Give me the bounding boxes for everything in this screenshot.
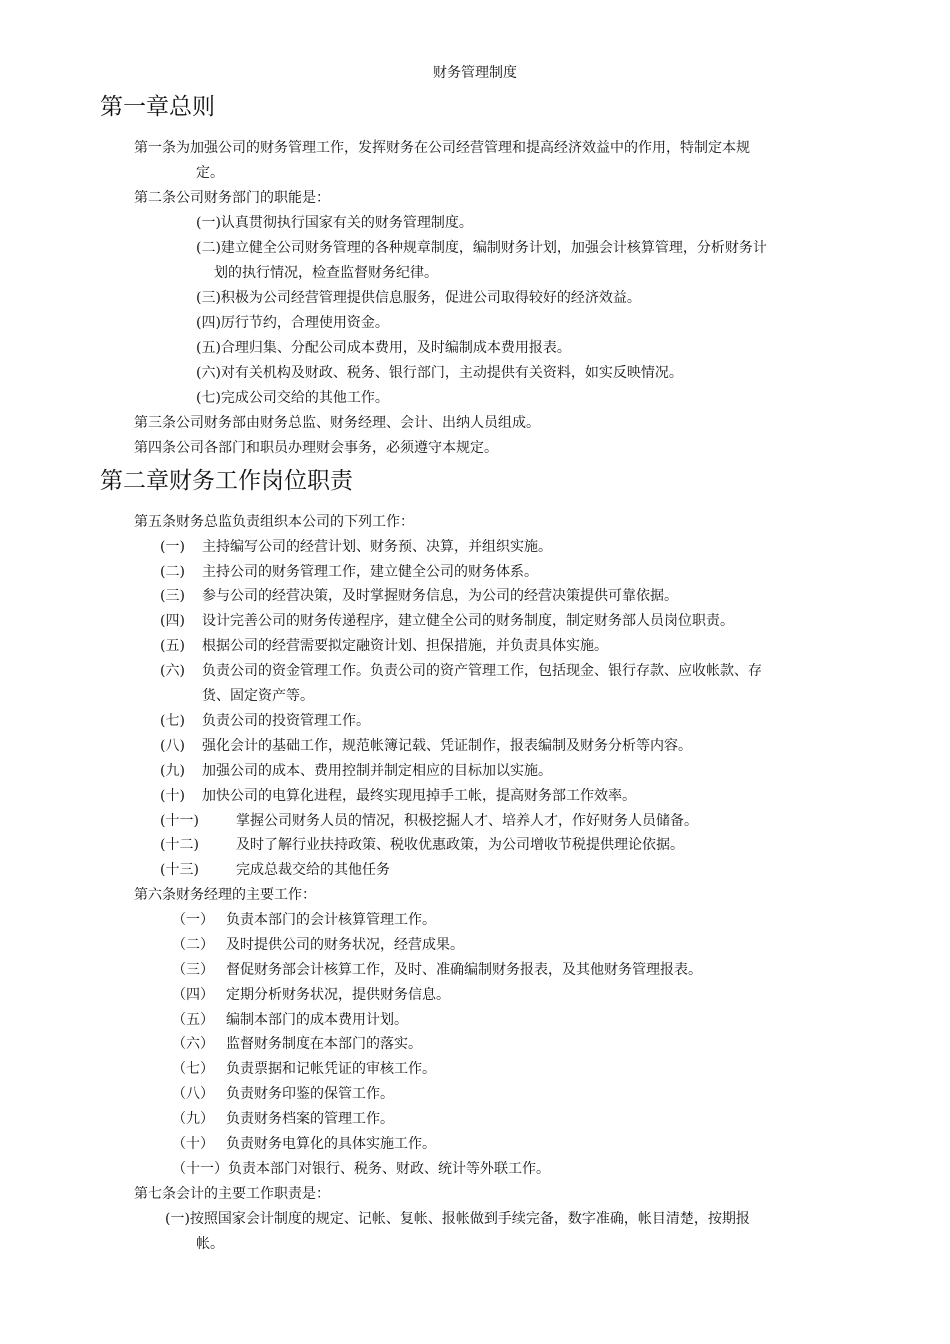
item-text: 定期分析财务状况，提供财务信息。: [226, 987, 450, 1003]
item-number: (十三): [160, 862, 199, 878]
article-6-item: [172, 1158, 550, 1178]
article-2-item: (五)合理归集、分配公司成本费用，及时编制成本费用报表。: [196, 340, 571, 356]
item-text: 及时提供公司的财务状况，经营成果。: [226, 937, 464, 953]
item-number: （七）: [172, 1061, 214, 1077]
article-5-item: [160, 635, 608, 655]
article-6-item: [172, 1058, 436, 1078]
item-text: 参与公司的经营决策，及时掌握财务信息，为公司的经营决策提供可靠依据。: [202, 588, 678, 604]
article-6-heading: 第六条财务经理的主要工作：: [134, 887, 316, 903]
item-text: 加强公司的成本、费用控制并制定相应的目标加以实施。: [202, 763, 552, 779]
article-6-item: [172, 934, 464, 954]
item-text: 负责财务电算化的具体实施工作。: [226, 1136, 436, 1152]
item-text: 监督财务制度在本部门的落实。: [226, 1036, 422, 1052]
article-3: 第三条公司财务部由财务总监、财务经理、会计、出纳人员组成。: [134, 415, 540, 431]
item-text: 负责财务档案的管理工作。: [226, 1111, 394, 1127]
item-number: （六）: [172, 1036, 214, 1052]
item-text: 主持编写公司的经营计划、财务预、决算，并组织实施。: [202, 539, 552, 555]
article-2-item: (三)积极为公司经营管理提供信息服务，促进公司取得较好的经济效益。: [196, 290, 641, 306]
item-number: (七): [160, 713, 185, 729]
article-1-line-1: 第一条为加强公司的财务管理工作，发挥财务在公司经营管理和提高经济效益中的作用，特制定本规: [134, 140, 750, 156]
chapter-1-heading: 第一章总则: [100, 94, 215, 120]
item-text: 负责票据和记帐凭证的审核工作。: [226, 1061, 436, 1077]
article-2-heading: 第二条公司财务部门的职能是：: [134, 190, 330, 206]
item-number: （四）: [172, 987, 214, 1003]
article-2-item: (二)建立健全公司财务管理的各种规章制度，编制财务计划，加强会计核算管理，分析财务计: [196, 240, 767, 256]
article-7-heading: 第七条会计的主要工作职责是：: [134, 1186, 330, 1202]
article-6-item: [172, 1033, 422, 1053]
item-text: 主持公司的财务管理工作，建立健全公司的财务体系。: [202, 564, 538, 580]
article-1-line-2: 定。: [196, 165, 224, 181]
item-text: 加快公司的电算化进程，最终实现甩掉手工帐，提高财务部工作效率。: [202, 788, 636, 804]
item-text: 设计完善公司的财务传递程序，建立健全公司的财务制度，制定财务部人员岗位职责。: [202, 613, 734, 629]
item-text: 及时了解行业扶持政策、税收优惠政策，为公司增收节税提供理论依据。: [236, 837, 684, 853]
article-6-item: [172, 1133, 436, 1153]
article-2-item: (七)完成公司交给的其他工作。: [196, 390, 389, 406]
article-5-heading: 第五条财务总监负责组织本公司的下列工作：: [134, 514, 414, 530]
article-5-item: [160, 760, 552, 780]
item-text: 掌握公司财务人员的情况，积极挖掘人才、培养人才，作好财务人员储备。: [236, 813, 698, 829]
item-text: 负责本部门对银行、税务、财政、统计等外联工作。: [228, 1161, 550, 1177]
item-number: (六): [160, 663, 185, 679]
item-number: (八): [160, 738, 185, 754]
article-5-item-continuation: [160, 685, 314, 705]
chapter-2-heading: 第二章财务工作岗位职责: [100, 468, 353, 494]
article-6-item: [172, 1009, 408, 1029]
article-5-item: [160, 660, 762, 680]
article-2-item: (一)认真贯彻执行国家有关的财务管理制度。: [196, 215, 473, 231]
article-7-item: (一)按照国家会计制度的规定、记帐、复帐、报帐做到手续完备，数字准确，帐目清楚，按期报: [165, 1211, 750, 1227]
item-text: 强化会计的基础工作，规范帐簿记载、凭证制作，报表编制及财务分析等内容。: [202, 738, 692, 754]
item-number: （十）: [172, 1136, 214, 1152]
item-number: (五): [160, 638, 185, 654]
article-2-item-continuation: 划的执行情况，检查监督财务纪律。: [214, 265, 438, 281]
item-number: （一）: [172, 912, 214, 928]
item-text: 根据公司的经营需要拟定融资计划、担保措施，并负责具体实施。: [202, 638, 608, 654]
article-5-item: [160, 561, 538, 581]
item-number: （十一）: [172, 1161, 228, 1177]
document-title: 财务管理制度: [433, 65, 517, 81]
item-number: （二）: [172, 937, 214, 953]
article-6-item: [172, 1083, 394, 1103]
article-6-item: [172, 909, 436, 929]
item-number: (九): [160, 763, 185, 779]
article-5-item: [160, 785, 636, 805]
article-5-item: [160, 610, 734, 630]
article-2-item: (四)厉行节约，合理使用资金。: [196, 315, 389, 331]
article-5-item: [160, 710, 370, 730]
article-7-item-continuation: 帐。: [196, 1236, 224, 1252]
item-number: (一): [160, 539, 185, 555]
item-number: （五）: [172, 1012, 214, 1028]
item-number: (四): [160, 613, 185, 629]
item-text: 负责公司的投资管理工作。: [202, 713, 370, 729]
article-2-item: (六)对有关机构及财政、税务、银行部门，主动提供有关资料，如实反映情况。: [196, 365, 683, 381]
article-6-item: [172, 1108, 394, 1128]
item-text: 负责公司的资金管理工作。负责公司的资产管理工作，包括现金、银行存款、应收帐款、存: [202, 663, 762, 679]
item-number: (十): [160, 788, 185, 804]
item-number: (十二): [160, 837, 199, 853]
article-5-item: [160, 585, 678, 605]
article-6-item: [172, 959, 702, 979]
article-6-item: [172, 984, 450, 1004]
item-text: 编制本部门的成本费用计划。: [226, 1012, 408, 1028]
item-number: （八）: [172, 1086, 214, 1102]
item-text: 完成总裁交给的其他任务: [236, 862, 390, 878]
item-number: (十一): [160, 813, 199, 829]
article-5-item: [160, 834, 684, 854]
item-text: 货、固定资产等。: [202, 688, 314, 704]
item-number: (二): [160, 564, 185, 580]
item-number: (三): [160, 588, 185, 604]
item-number: （九）: [172, 1111, 214, 1127]
item-text: 负责财务印鉴的保管工作。: [226, 1086, 394, 1102]
article-4: 第四条公司各部门和职员办理财会事务，必须遵守本规定。: [134, 440, 498, 456]
article-5-item: [160, 735, 692, 755]
article-5-item: [160, 859, 390, 879]
item-number: （三）: [172, 962, 214, 978]
article-5-item: [160, 536, 552, 556]
article-5-item: [160, 810, 698, 830]
item-text: 负责本部门的会计核算管理工作。: [226, 912, 436, 928]
item-text: 督促财务部会计核算工作，及时、准确编制财务报表，及其他财务管理报表。: [226, 962, 702, 978]
